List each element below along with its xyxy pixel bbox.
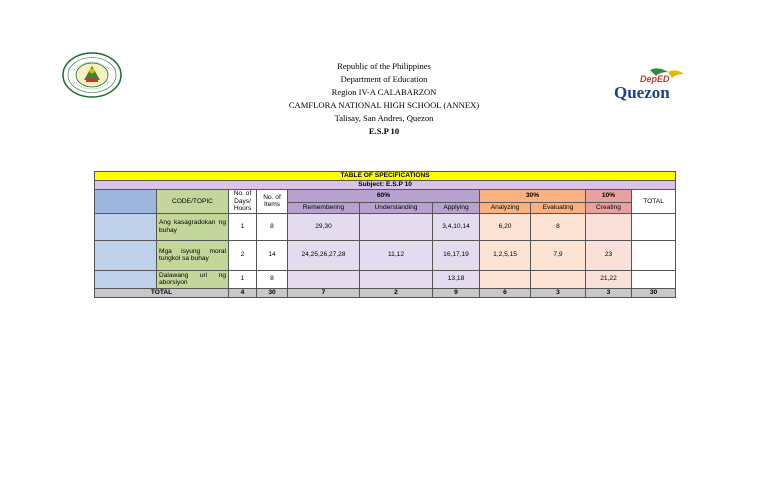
school-seal-icon (62, 52, 122, 98)
row-days: 1 (229, 270, 257, 288)
row-evaluating: 7,9 (531, 240, 586, 270)
header-code-topic: CODE/TOPIC (157, 190, 229, 214)
total-remembering: 7 (288, 288, 360, 297)
header-evaluating: Evaluating (531, 202, 586, 213)
row-topic: Ang kasagradokan ng buhay (157, 213, 229, 240)
header-analyzing: Analyzing (480, 202, 531, 213)
deped-logo-text-a: DepED (640, 74, 670, 84)
header-items: No. of Items (257, 190, 288, 214)
header-applying: Applying (433, 202, 480, 213)
row-understanding: 11,12 (360, 240, 433, 270)
row-remembering: 29,30 (288, 213, 360, 240)
row-creating: 23 (586, 240, 632, 270)
header-region: Region IV-A CALABARZON (331, 87, 437, 97)
total-evaluating: 3 (531, 288, 586, 297)
row-total (632, 270, 676, 288)
header-remembering: Remembering (288, 202, 360, 213)
row-items: 14 (257, 240, 288, 270)
row-understanding (360, 270, 433, 288)
header-understanding: Understanding (360, 202, 433, 213)
total-total: 30 (632, 288, 676, 297)
header-pct-10: 10% (586, 190, 632, 203)
row-applying: 13,18 (433, 270, 480, 288)
row-analyzing (480, 270, 531, 288)
row-understanding (360, 213, 433, 240)
header-subject: E.S.P 10 (368, 126, 400, 136)
row-blank (95, 270, 157, 288)
document-header (200, 60, 568, 138)
row-items: 8 (257, 270, 288, 288)
row-applying: 3,4,10,14 (433, 213, 480, 240)
row-total (632, 240, 676, 270)
row-remembering: 24,25,26,27,28 (288, 240, 360, 270)
total-items: 30 (257, 288, 288, 297)
header-school: CAMFLORA NATIONAL HIGH SCHOOL (ANNEX) (288, 100, 480, 110)
row-creating (586, 213, 632, 240)
table-row (95, 270, 676, 288)
header-days: No. of Days/ Hours (229, 190, 257, 214)
header-blank (95, 190, 157, 214)
table-row (95, 213, 676, 240)
total-days: 4 (229, 288, 257, 297)
row-evaluating (531, 270, 586, 288)
header-creating: Creating (586, 202, 632, 213)
total-understanding: 2 (360, 288, 433, 297)
row-creating: 21,22 (586, 270, 632, 288)
row-blank (95, 213, 157, 240)
table-title: TABLE OF SPECIFICATIONS (95, 172, 676, 181)
row-topic: Mga isyung moral tungkol sa buhay (157, 240, 229, 270)
header-pct-30: 30% (480, 190, 586, 203)
row-topic: Dalawang uri ng aborsiyon (157, 270, 229, 288)
row-analyzing: 1,2,5,15 (480, 240, 531, 270)
row-days: 1 (229, 213, 257, 240)
header-department: Department of Education (340, 74, 428, 84)
total-creating: 3 (586, 288, 632, 297)
deped-quezon-logo-icon (610, 66, 692, 102)
total-analyzing: 6 (480, 288, 531, 297)
header-pct-60: 60% (288, 190, 480, 203)
row-applying: 16,17,19 (433, 240, 480, 270)
total-row (95, 288, 676, 297)
deped-logo-text-b: Quezon (614, 83, 670, 102)
header-republic: Republic of the Philippines (337, 61, 431, 71)
total-applying: 9 (433, 288, 480, 297)
row-evaluating: 8 (531, 213, 586, 240)
header-total: TOTAL (632, 190, 676, 214)
table-row (95, 240, 676, 270)
total-label: TOTAL (95, 288, 229, 297)
table-subject: Subject: E.S.P 10 (95, 181, 676, 190)
row-total (632, 213, 676, 240)
row-blank (95, 240, 157, 270)
row-analyzing: 6,20 (480, 213, 531, 240)
header-address: Talisay, San Andres, Quezon (334, 113, 434, 123)
row-remembering (288, 270, 360, 288)
row-days: 2 (229, 240, 257, 270)
table-of-specifications (94, 171, 676, 298)
row-items: 8 (257, 213, 288, 240)
